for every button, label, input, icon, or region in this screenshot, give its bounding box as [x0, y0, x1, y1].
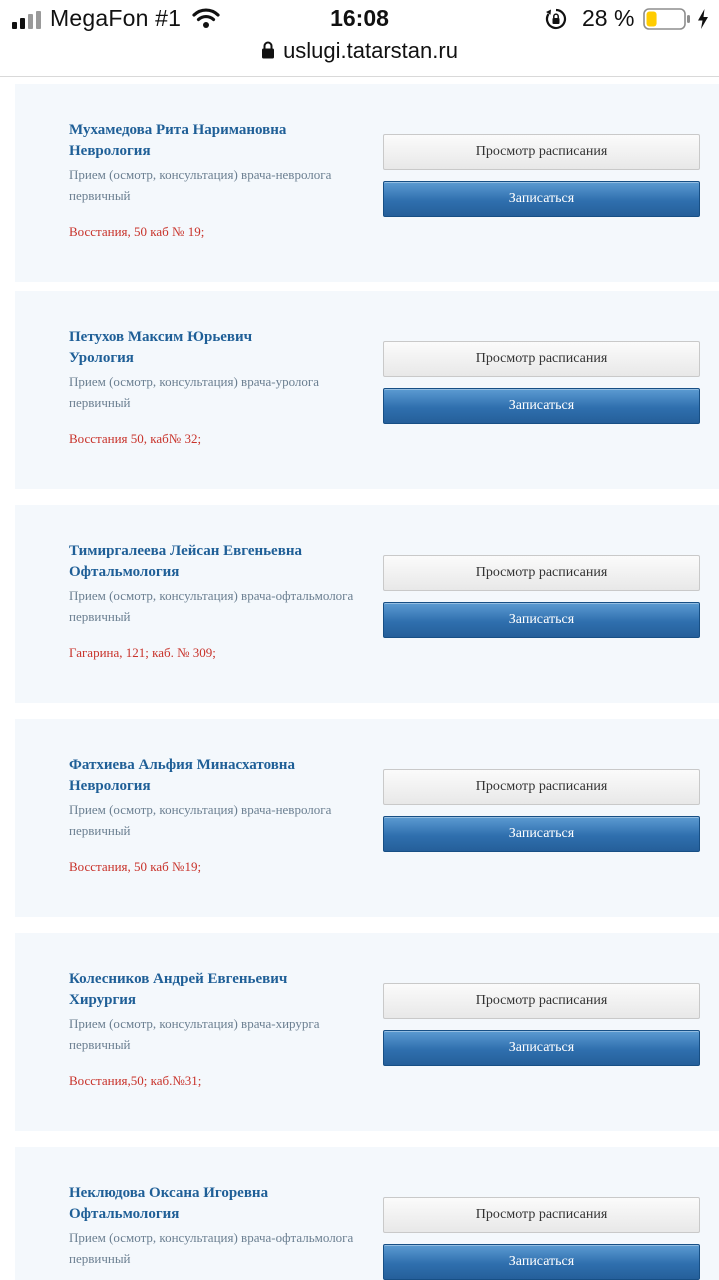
book-appointment-button[interactable]: Записаться — [383, 816, 700, 852]
doctor-specialty: Неврология — [69, 778, 151, 794]
doctor-specialty: Хирургия — [69, 992, 137, 1008]
secure-lock-icon — [261, 41, 275, 59]
doctor-name[interactable]: Фатхиева Альфия Минасхатовна — [69, 757, 295, 773]
service-description: Прием (осмотр, консультация) врача-невролога первичный — [69, 802, 332, 838]
service-description: Прием (осмотр, консультация) врача-хирурга первичный — [69, 1016, 320, 1052]
service-description: Прием (осмотр, консультация) врача-офтальмолога первичный — [69, 588, 354, 624]
book-appointment-button[interactable]: Записаться — [383, 1030, 700, 1066]
battery-percentage: 28 % — [582, 5, 635, 31]
charging-bolt-icon — [697, 9, 709, 29]
view-schedule-button[interactable]: Просмотр расписания — [383, 555, 700, 591]
clinic-address: Восстания,50; каб.№31; — [69, 1073, 202, 1088]
book-appointment-button[interactable]: Записаться — [383, 181, 700, 217]
doctor-specialty: Неврология — [69, 143, 151, 159]
doctor-card — [15, 505, 719, 703]
doctor-specialty: Офтальмология — [69, 564, 180, 580]
doctor-card — [15, 291, 719, 489]
view-schedule-button[interactable]: Просмотр расписания — [383, 134, 700, 170]
doctor-name[interactable]: Неклюдова Оксана Игоревна — [69, 1185, 269, 1201]
clinic-address: Восстания 50, каб№ 32; — [69, 431, 202, 446]
rotation-lock-icon — [545, 8, 567, 30]
service-description: Прием (осмотр, консультация) врача-офтальмолога первичный — [69, 1230, 354, 1266]
doctor-card — [15, 719, 719, 917]
book-appointment-button[interactable]: Записаться — [383, 602, 700, 638]
clinic-address: Восстания, 50 каб №19; — [69, 859, 202, 874]
book-appointment-button[interactable]: Записаться — [383, 388, 700, 424]
service-description: Прием (осмотр, консультация) врача-уролога первичный — [69, 374, 319, 410]
url-domain[interactable]: uslugi.tatarstan.ru — [283, 38, 458, 63]
status-bar — [0, 0, 719, 38]
doctor-card — [15, 933, 719, 1131]
carrier-name: MegaFon #1 — [50, 5, 182, 31]
clinic-address: Гагарина, 121; каб. № 309; — [69, 645, 216, 660]
battery-icon — [643, 8, 691, 30]
doctor-name[interactable]: Мухамедова Рита Наримановна — [69, 122, 287, 138]
book-appointment-button[interactable]: Записаться — [383, 1244, 700, 1280]
battery-fill — [647, 12, 657, 27]
doctor-specialty: Офтальмология — [69, 1206, 180, 1222]
doctor-name[interactable]: Петухов Максим Юрьевич — [69, 329, 253, 345]
clock: 16:08 — [330, 5, 389, 31]
service-description: Прием (осмотр, консультация) врача-невролога первичный — [69, 167, 332, 203]
clinic-address: Восстания, 50 каб № 19; — [69, 224, 205, 239]
view-schedule-button[interactable]: Просмотр расписания — [383, 1197, 700, 1233]
doctor-card — [15, 84, 719, 282]
view-schedule-button[interactable]: Просмотр расписания — [383, 341, 700, 377]
view-schedule-button[interactable]: Просмотр расписания — [383, 769, 700, 805]
doctor-specialty: Урология — [69, 350, 134, 366]
doctor-name[interactable]: Колесников Андрей Евгеньевич — [69, 971, 288, 987]
address-bar[interactable] — [0, 38, 719, 77]
doctor-card — [15, 1147, 719, 1280]
doctor-name[interactable]: Тимиргалеева Лейсан Евгеньевна — [69, 543, 302, 559]
view-schedule-button[interactable]: Просмотр расписания — [383, 983, 700, 1019]
